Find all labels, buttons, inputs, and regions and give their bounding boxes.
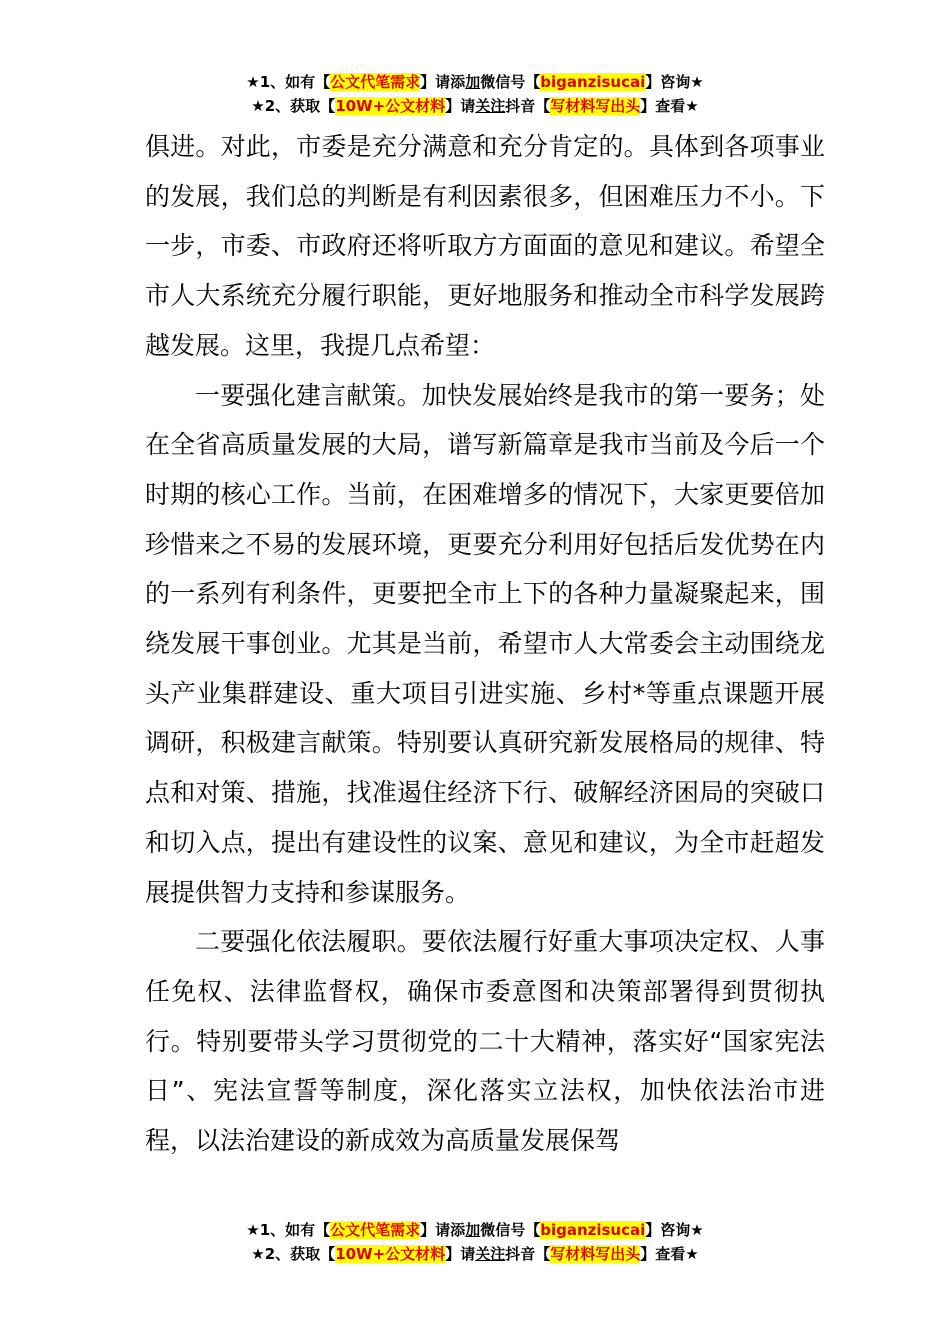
banner-highlight: 写材料写出头 (550, 1245, 641, 1263)
paragraph-continuation: 俱进。对此，市委是充分满意和充分肯定的。具体到各项事业的发展，我们总的判断是有利因素很多，但困难压力不小。下一步，市委、市政府还将听取方方面面的意见和建议。希望全市人大系统充分履行职能，更好地服务和推动全市科学发展跨越发展。这里，我提几点希望： (145, 132, 825, 360)
banner-highlight: 公文代笔需求 (330, 73, 421, 91)
banner-text: ★2、获取【 (251, 97, 336, 115)
banner-text: ★2、获取【 (251, 1245, 336, 1263)
paragraph-suggestions-2: 二要强化依法履职。要依法履行好重大事项决定权、人事任免权、法律监督权，确保市委意图和决策部署得到贯彻执行。特别要带头学习贯彻党的二十大精神，落实好“国家宪法日”、宪法宣誓等制度，深化落实立法权，加快依法治市进程，以法治建设的新成效为高质量发展保驾 (145, 927, 825, 1156)
footer-banner (0, 1218, 950, 1266)
document-body (145, 122, 825, 1166)
banner-highlight: 10W+公文材料 (335, 1245, 446, 1263)
banner-highlight: biganzisucai (540, 1221, 646, 1239)
banner-text: 微信号【 (480, 1221, 541, 1239)
banner-text: 抖音【 (505, 1245, 551, 1263)
banner-text: 】请 (445, 97, 476, 115)
banner-text: 】查看★ (640, 1245, 699, 1263)
banner-text: 】查看★ (640, 97, 699, 115)
banner-text: 】咨询★ (645, 1221, 704, 1239)
banner-underline: 加 (465, 73, 481, 91)
banner-line-1 (0, 70, 950, 94)
banner-text: 】咨询★ (645, 73, 704, 91)
banner-text: 】请 (445, 1245, 476, 1263)
banner-text: ★1、如有【 (246, 1221, 331, 1239)
banner-underline: 加 (465, 1221, 481, 1239)
banner-highlight: 公文代笔需求 (330, 1221, 421, 1239)
banner-text: ★1、如有【 (246, 73, 331, 91)
banner-text: 微信号【 (480, 73, 541, 91)
banner-text: 】请添 (420, 1221, 466, 1239)
banner-highlight: 写材料写出头 (550, 97, 641, 115)
banner-underline: 关注 (475, 1245, 506, 1263)
banner-line-1 (0, 1218, 950, 1242)
banner-highlight: biganzisucai (540, 73, 646, 91)
banner-line-2 (0, 1242, 950, 1266)
banner-text: 】请添 (420, 73, 466, 91)
header-banner (0, 70, 950, 118)
banner-line-2 (0, 94, 950, 118)
banner-highlight: 10W+公文材料 (335, 97, 446, 115)
paragraph-suggestions-1: 一要强化建言献策。加快发展始终是我市的第一要务；处在全省高质量发展的大局，谱写新篇章是我市当前及今后一个时期的核心工作。当前，在困难增多的情况下，大家更要倍加珍惜来之不易的发展环境，更要充分利用好包括后发优势在内的一系列有利条件，更要把全市上下的各种力量凝聚起来，围绕发展干事创业。尤其是当前，希望市人大常委会主动围绕龙头产业集群建设、重大项目引进实施、乡村*等重点课题开展调研，积极建言献策。特别要认真研究新发展格局的规律、特点和对策、措施，找准遏住经济下行、破解经济困局的突破口和切入点，提出有建设性的议案、意见和建议，为全市赶超发展提供智力支持和参谋服务。 (145, 380, 825, 907)
banner-underline: 关注 (475, 97, 506, 115)
banner-text: 抖音【 (505, 97, 551, 115)
